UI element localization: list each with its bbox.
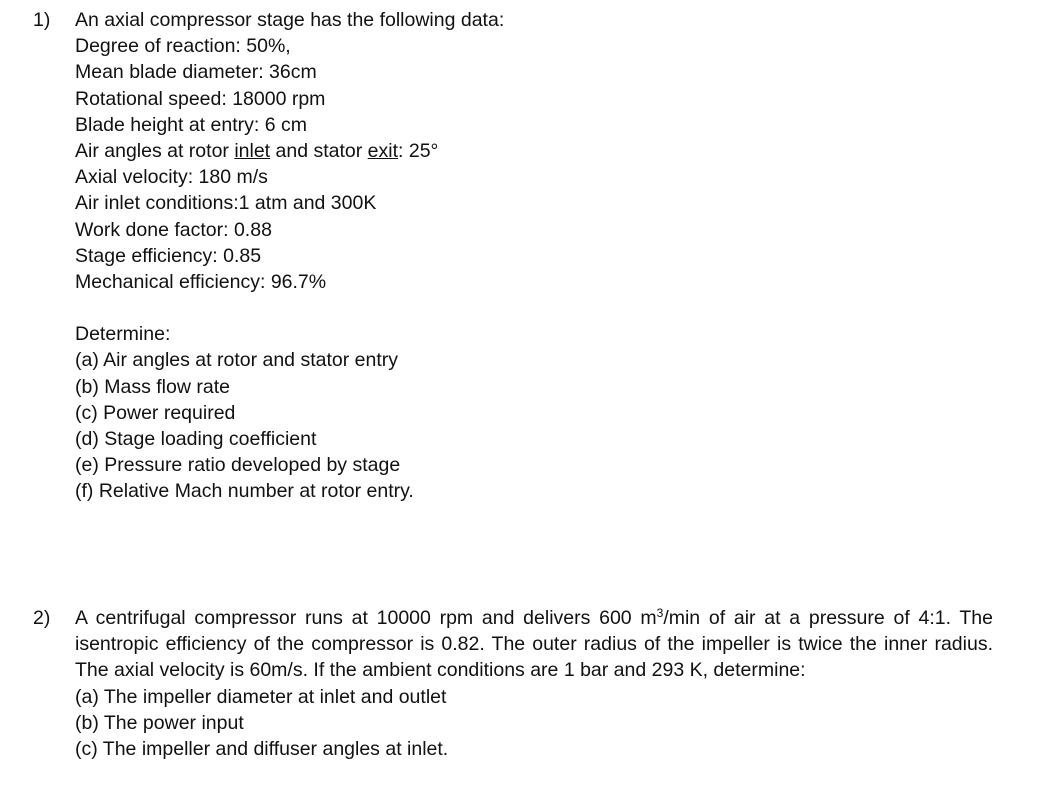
question-2 <box>33 605 993 762</box>
data-line: Axial velocity: 180 m/s <box>75 166 268 189</box>
exit-underlined: exit <box>367 140 399 163</box>
part-item: (d) Stage loading coefficient <box>75 428 317 451</box>
question-2-text-b: /min of air at a pressure of 4:1. The isentropic efficiency of the compressor is 0.82. The outer radius of the impeller is twice the inner radius. The axial velocity is 60m/s. If the ambient conditions are 1 bar and 293 K, determine: <box>75 607 993 682</box>
data-line: Mechanical efficiency: 96.7% <box>75 271 327 294</box>
data-line: Stage efficiency: 0.85 <box>75 244 262 267</box>
question-2-body <box>75 605 993 762</box>
part-item: (a) The impeller diameter at inlet and outlet <box>75 685 447 708</box>
determine-heading: Determine: <box>75 323 171 346</box>
inlet-underlined: inlet <box>234 140 271 163</box>
part-item: (b) The power input <box>75 711 244 734</box>
part-item: (a) Air angles at rotor and stator entry <box>75 349 398 372</box>
question-2-number: 2) <box>33 607 51 629</box>
air-angles-prefix: Air angles at rotor <box>75 140 235 163</box>
data-line: Work done factor: 0.88 <box>75 218 272 241</box>
spacer <box>75 295 993 321</box>
data-line: Rotational speed: 18000 rpm <box>75 87 326 110</box>
question-1-body <box>75 7 993 505</box>
data-line: Degree of reaction: 50%, <box>75 35 291 58</box>
data-line: Air inlet conditions:1 atm and 300K <box>75 192 377 215</box>
data-line: Mean blade diameter: 36cm <box>75 61 317 84</box>
question-1-number: 1) <box>33 9 51 31</box>
part-item: (f) Relative Mach number at rotor entry. <box>75 480 414 503</box>
question-2-text-a: A centrifugal compressor runs at 10000 rpm and delivers 600 m <box>75 607 657 629</box>
air-angles-suffix: : 25° <box>398 140 439 163</box>
part-item: (c) The impeller and diffuser angles at inlet. <box>75 738 449 761</box>
cubic-superscript: 3 <box>656 606 664 620</box>
question-2-paragraph <box>75 605 993 684</box>
question-1 <box>33 7 993 505</box>
part-item: (e) Pressure ratio developed by stage <box>75 454 401 477</box>
air-angles-line <box>75 138 993 164</box>
question-1-intro: An axial compressor stage has the following data: <box>75 9 505 31</box>
air-angles-middle: and stator <box>270 140 368 163</box>
part-item: (b) Mass flow rate <box>75 375 230 398</box>
data-line: Blade height at entry: 6 cm <box>75 113 307 136</box>
part-item: (c) Power required <box>75 401 236 424</box>
